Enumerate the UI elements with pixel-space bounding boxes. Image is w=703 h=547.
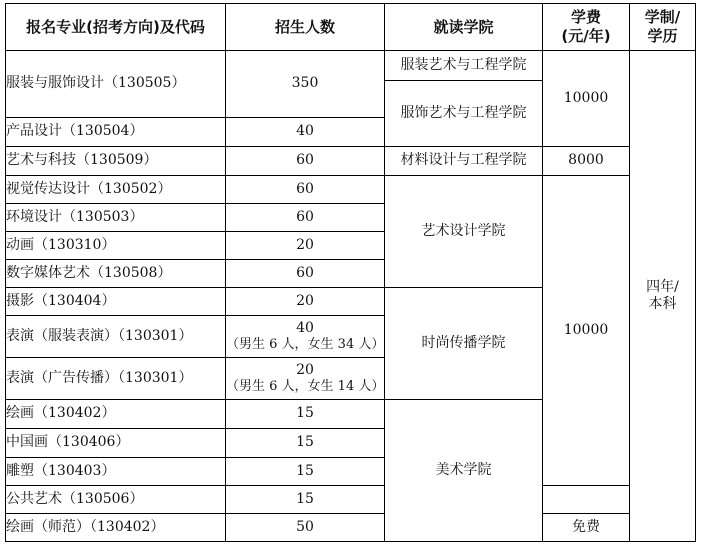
header-major: 报名专业(招考方向)及代码	[6, 4, 226, 51]
major-cell: 表演（广告传播）（130301）	[6, 358, 226, 400]
table-row	[6, 486, 696, 514]
count-cell: 15	[226, 458, 385, 486]
major-cell: 服装与服饰设计（130505）	[6, 51, 226, 118]
major-cell: 产品设计（130504）	[6, 118, 226, 147]
fee-cell: 免费	[543, 514, 630, 542]
count-cell: 350	[226, 51, 385, 118]
college-cell: 服饰艺术与工程学院	[385, 81, 543, 147]
major-cell: 艺术与科技（130509）	[6, 147, 226, 176]
count-cell: 60	[226, 260, 385, 288]
system-line1: 四年/	[646, 278, 679, 295]
count-cell: 15	[226, 400, 385, 429]
count-cell	[226, 358, 385, 400]
count-cell: 15	[226, 429, 385, 458]
count-cell: 15	[226, 486, 385, 514]
system-cell	[630, 51, 696, 542]
system-line2: 本科	[648, 296, 677, 312]
header-row	[6, 4, 696, 51]
header-system	[630, 4, 696, 51]
college-cell: 服装艺术与工程学院	[385, 51, 543, 81]
count-note: （男生 6 人，女生 34 人）	[226, 337, 385, 353]
table-row	[6, 176, 696, 204]
major-cell: 绘画（130402）	[6, 400, 226, 429]
count-cell: 40	[226, 118, 385, 147]
admission-table	[5, 3, 696, 542]
fee-cell: 10000	[543, 176, 630, 486]
count-cell: 60	[226, 204, 385, 232]
major-cell: 动画（130310）	[6, 232, 226, 260]
fee-cell: 10000	[543, 51, 630, 147]
count-cell: 20	[226, 288, 385, 316]
count-value: 40	[296, 319, 314, 336]
table-row	[6, 51, 696, 81]
major-cell: 中国画（130406）	[6, 429, 226, 458]
major-cell: 数字媒体艺术（130508）	[6, 260, 226, 288]
table-row	[6, 147, 696, 176]
header-system-line1: 学制/	[644, 8, 681, 27]
header-fee	[543, 4, 630, 51]
major-cell: 绘画（师范）（130402）	[6, 514, 226, 542]
header-college: 就读学院	[385, 4, 543, 51]
college-cell: 时尚传播学院	[385, 288, 543, 400]
count-cell: 60	[226, 147, 385, 176]
count-value: 20	[296, 361, 314, 378]
major-cell: 雕塑（130403）	[6, 458, 226, 486]
major-cell: 视觉传达设计（130502）	[6, 176, 226, 204]
major-cell: 公共艺术（130506）	[6, 486, 226, 514]
college-cell: 美术学院	[385, 400, 543, 542]
header-fee-line1: 学费	[570, 8, 601, 27]
header-count: 招生人数	[226, 4, 385, 51]
count-cell: 50	[226, 514, 385, 542]
major-cell: 环境设计（130503）	[6, 204, 226, 232]
college-cell: 材料设计与工程学院	[385, 147, 543, 176]
fee-cell: 8000	[543, 147, 630, 176]
count-cell	[226, 316, 385, 358]
header-fee-line2: (元/年)	[561, 27, 611, 45]
major-cell: 表演（服装表演）（130301）	[6, 316, 226, 358]
count-note: （男生 6 人，女生 14 人）	[226, 379, 385, 395]
count-cell: 60	[226, 176, 385, 204]
table-row	[6, 514, 696, 542]
major-cell: 摄影（130404）	[6, 288, 226, 316]
college-cell: 艺术设计学院	[385, 176, 543, 288]
header-system-line2: 学历	[647, 27, 678, 45]
count-cell: 20	[226, 232, 385, 260]
